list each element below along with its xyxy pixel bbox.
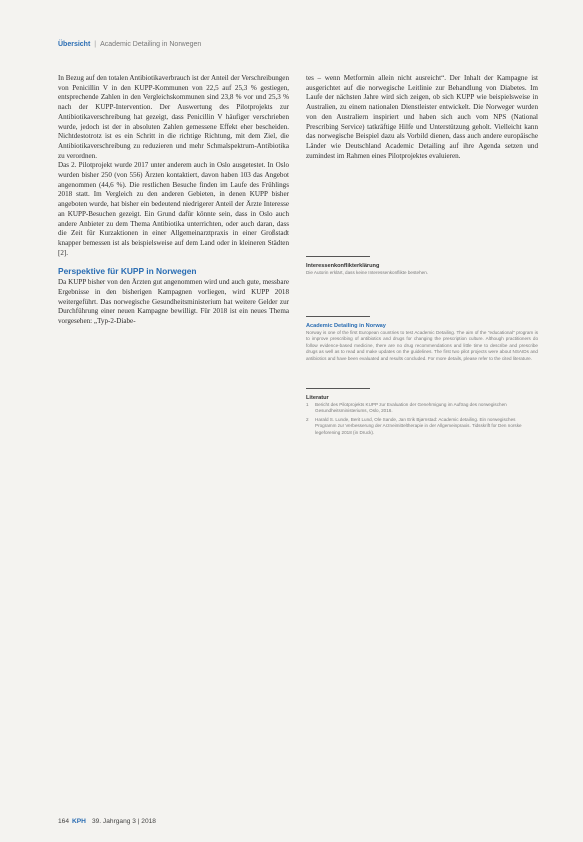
page-number: 164 bbox=[58, 818, 70, 825]
running-header bbox=[58, 40, 538, 50]
academic-detailing-box bbox=[306, 316, 538, 362]
literature-number: 1 bbox=[306, 402, 309, 407]
academic-box-title: Academic Detailing in Norway bbox=[306, 323, 386, 329]
page-footer bbox=[58, 817, 156, 826]
header-topic: Academic Detailing in Norwegen bbox=[100, 41, 202, 48]
divider bbox=[306, 388, 370, 389]
literature-text: Harald S. Lunde, Berit Lund, Ole Sande, Jan Erik Bjørnstad: Academic detailing. Ein norwegisches Programm zur Verbesserung der Arzneimitteltherapie in der Allgemeinpraxis. Tidsskrift for Den norske legeforening 2018 (in Druck). bbox=[315, 416, 522, 435]
section-subheading: Perspektive für KUPP in Norwegen bbox=[58, 266, 197, 277]
literature-title: Literatur bbox=[306, 395, 329, 401]
literature-text: Bericht des Pilotprojekts KUPP zur Evaluation der Genehmigung im Auftrag des norwegischen Gesundheitsministeriums, Oslo, 2016. bbox=[315, 402, 507, 414]
body-paragraph: Das 2. Pilotprojekt wurde 2017 unter anderem auch in Oslo ausgetestet. In Oslo wurden bisher 250 (von 556) Ärzten kontaktiert, davon haben 103 das Angebot angenommen (44,6 %). Die restlichen Besuche finden im Laufe des Frühlings 2018 statt. Im Vergleich zu den anderen Gebieten, in denen KUPP bisher angeboten wurde, hat bisher ein bedeutend niedrigerer Anteil der Ärzte Interesse an KUPP-Besuchen gezeigt. Ein Grund dafür könnte sein, dass in Oslo auch andere Anbieter zu dem Thema Antibiotika unterrichten, oder auch daran, dass die Zeit für Kurzaktionen in einer Allgemeinarztpraxis in einer Großstadt knapper bemessen ist als beispielsweise auf dem Land oder in kleineren Städten [2]. bbox=[58, 161, 289, 257]
right-column bbox=[306, 74, 538, 161]
header-section: Übersicht bbox=[58, 41, 91, 48]
conflict-title: Interessenkonflikterklärung bbox=[306, 263, 380, 269]
conflict-of-interest-box bbox=[306, 256, 538, 276]
divider bbox=[306, 316, 370, 317]
literature-box bbox=[306, 388, 538, 438]
conflict-text: Die Autorin erklärt, dass keine Interessenkonflikte bestehen. bbox=[306, 270, 429, 275]
literature-number: 2 bbox=[306, 416, 309, 422]
literature-list bbox=[306, 402, 538, 436]
left-column bbox=[58, 74, 289, 327]
body-paragraph: tes – wenn Metformin allein nicht ausreicht“. Der Inhalt der Kampagne ist ausgerichtet auf die norwegische Leitlinie zur Behandlung von Diabetes. Im Laufe der nächsten Jahre wird sich zeigen, ob sich KUPP wie beispielsweise in Australien, zu einem nationalen Dienstleister entwickelt. Die Norweger wurden von den Australiern inspiriert und haben sich auch vom NPS (National Prescribing Service) tatkräftige Hilfe und Unterstützung geholt. Vielleicht kann das norwegische Beispiel dazu als Vorbild dienen, dass auch andere europäische Länder wie Deutschland Academic Detailing auf ihre Agenda setzen und zumindest im Rahmen eines Pilotprojektes evaluieren. bbox=[306, 74, 538, 160]
literature-item bbox=[306, 417, 538, 436]
literature-item bbox=[306, 402, 538, 415]
issue-info: 39. Jahrgang 3 | 2018 bbox=[91, 818, 156, 825]
divider bbox=[306, 256, 370, 257]
academic-box-text: Norway is one of the first European countries to test Academic Detailing. The aim of the "educational" program is to improve prescribing of antibiotics and drugs for changing the prescription culture. Although practitioners do follow evidence-based medicine, there are no drug recommendations and little time to describe and prescribe drugs as well as to read and make updates on the guidelines. The first two pilot projects were about NSAIDs and antibiotics and have been evaluated and results concluded. For more details, please refer to the cited literature. bbox=[306, 330, 538, 361]
body-paragraph: Da KUPP bisher von den Ärzten gut angenommen wird und auch gute, messbare Ergebnisse in den bisherigen Kampagnen vorliegen, wird KUPP 2018 weitergeführt. Das norwegische Gesundheitsministerium hat weitere Gelder zur Durchführung einer neuen Kampagne bewilligt. Für 2018 ist ein neues Thema vorgesehen: „Typ-2-Diabe- bbox=[58, 278, 289, 326]
body-paragraph: In Bezug auf den totalen Antibiotikaverbrauch ist der Anteil der Verschreibungen von Penicillin V in den KUPP-Kommunen von 22,5 auf 25,3 % gestiegen, entsprechende Zahlen in den Vergleichskommunen sind 23,8 % vor und 25,3 % nach der KUPP-Intervention. Der Auswertung des Pilotprojekts zur Antibiotikaverschreibung hat gezeigt, dass Penicillin V häufiger verschrieben wurde, jedoch ist der in absoluten Zahlen gemessene Effekt eher bescheiden. Nichtdestotrotz ist es ein Schritt in die richtige Richtung, mit dem Ziel, die Antibiotikaverschreibung zu reduzieren und mehr Schmalspektrum-Antibiotika zu verordnen. bbox=[58, 74, 289, 160]
journal-name: KPH bbox=[72, 818, 86, 825]
header-separator: | bbox=[94, 41, 97, 48]
